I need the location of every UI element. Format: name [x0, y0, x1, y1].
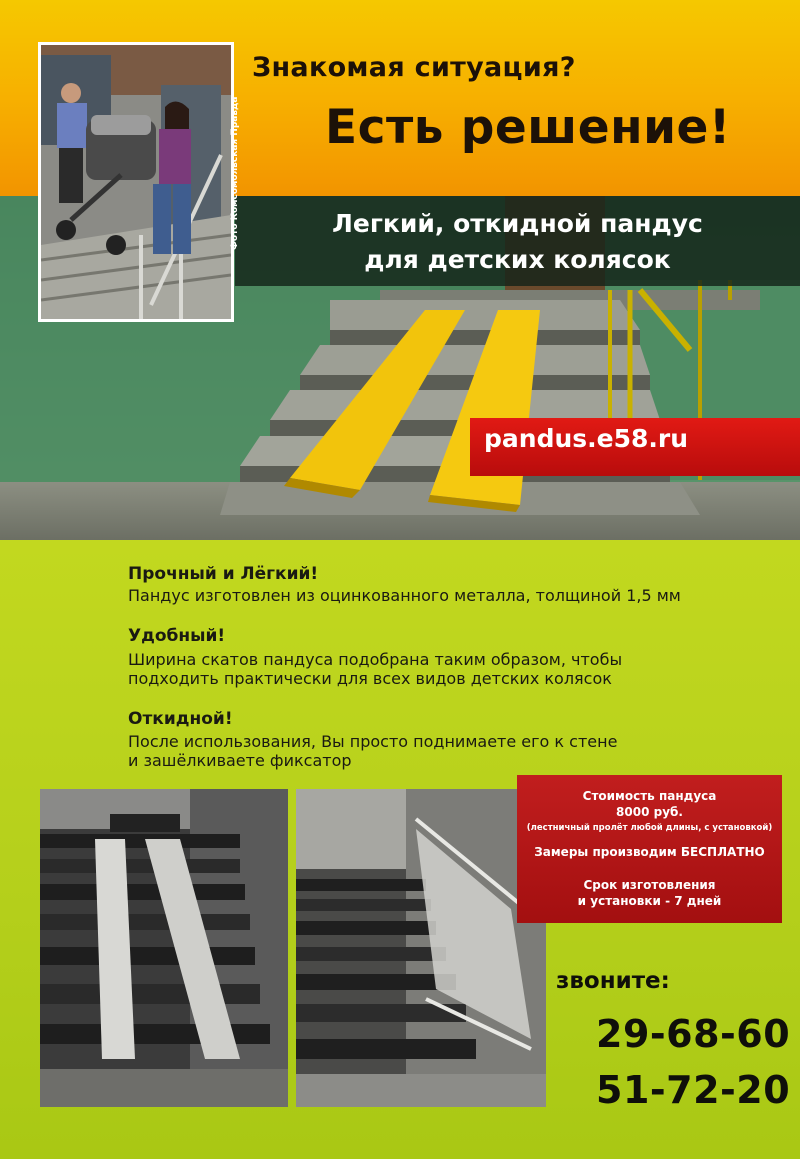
product-line-2: для детских колясок	[364, 245, 671, 274]
feature-title-foldable: Откидной!	[128, 709, 233, 729]
price-note: (лестничный пролёт любой длины, с установкой)	[526, 823, 773, 833]
price-label: Стоимость пандуса	[582, 789, 717, 803]
photo-credit: Фото Комсомольская Правда	[230, 96, 240, 250]
installed-ramp-photo-2-image	[296, 789, 546, 1107]
feature-title-convenient: Удобный!	[128, 626, 226, 646]
feature-text-strong: Пандус изготовлен из оцинкованного металла, толщиной 1,5 мм	[128, 586, 681, 605]
free-measurement: Замеры производим БЕСПЛАТНО	[534, 845, 765, 859]
phone-number-2[interactable]: 51-72-20	[596, 1068, 791, 1112]
website-link[interactable]: pandus.e58.ru	[484, 424, 689, 453]
feature-text-convenient-2: подходить практически для всех видов детских колясок	[128, 669, 612, 688]
question-heading: Знакомая ситуация?	[252, 52, 576, 83]
stairwell-scene	[0, 0, 800, 540]
call-label: звоните:	[556, 968, 670, 994]
installed-ramp-photo-1	[40, 789, 288, 1107]
phone-number-1[interactable]: 29-68-60	[596, 1012, 791, 1056]
feature-text-foldable-1: После использования, Вы просто поднимаете его к стене	[128, 732, 618, 751]
product-line-1: Легкий, откидной пандус	[332, 209, 703, 238]
feature-text-convenient-1: Ширина скатов пандуса подобрана таким образом, чтобы	[128, 650, 623, 669]
price-value: 8000 руб.	[616, 805, 683, 819]
installed-ramp-photo-1-image	[40, 789, 288, 1107]
product-description	[235, 206, 800, 278]
feature-title-strong: Прочный и Лёгкий!	[128, 564, 319, 584]
solution-heading: Есть решение!	[325, 100, 731, 155]
installed-ramp-photo-2	[296, 789, 546, 1107]
production-term-2: и установки - 7 дней	[577, 894, 722, 908]
price-box	[517, 775, 782, 923]
feature-text-foldable-2: и зашёлкиваете фиксатор	[128, 751, 352, 770]
production-term-1: Срок изготовления	[583, 878, 716, 892]
